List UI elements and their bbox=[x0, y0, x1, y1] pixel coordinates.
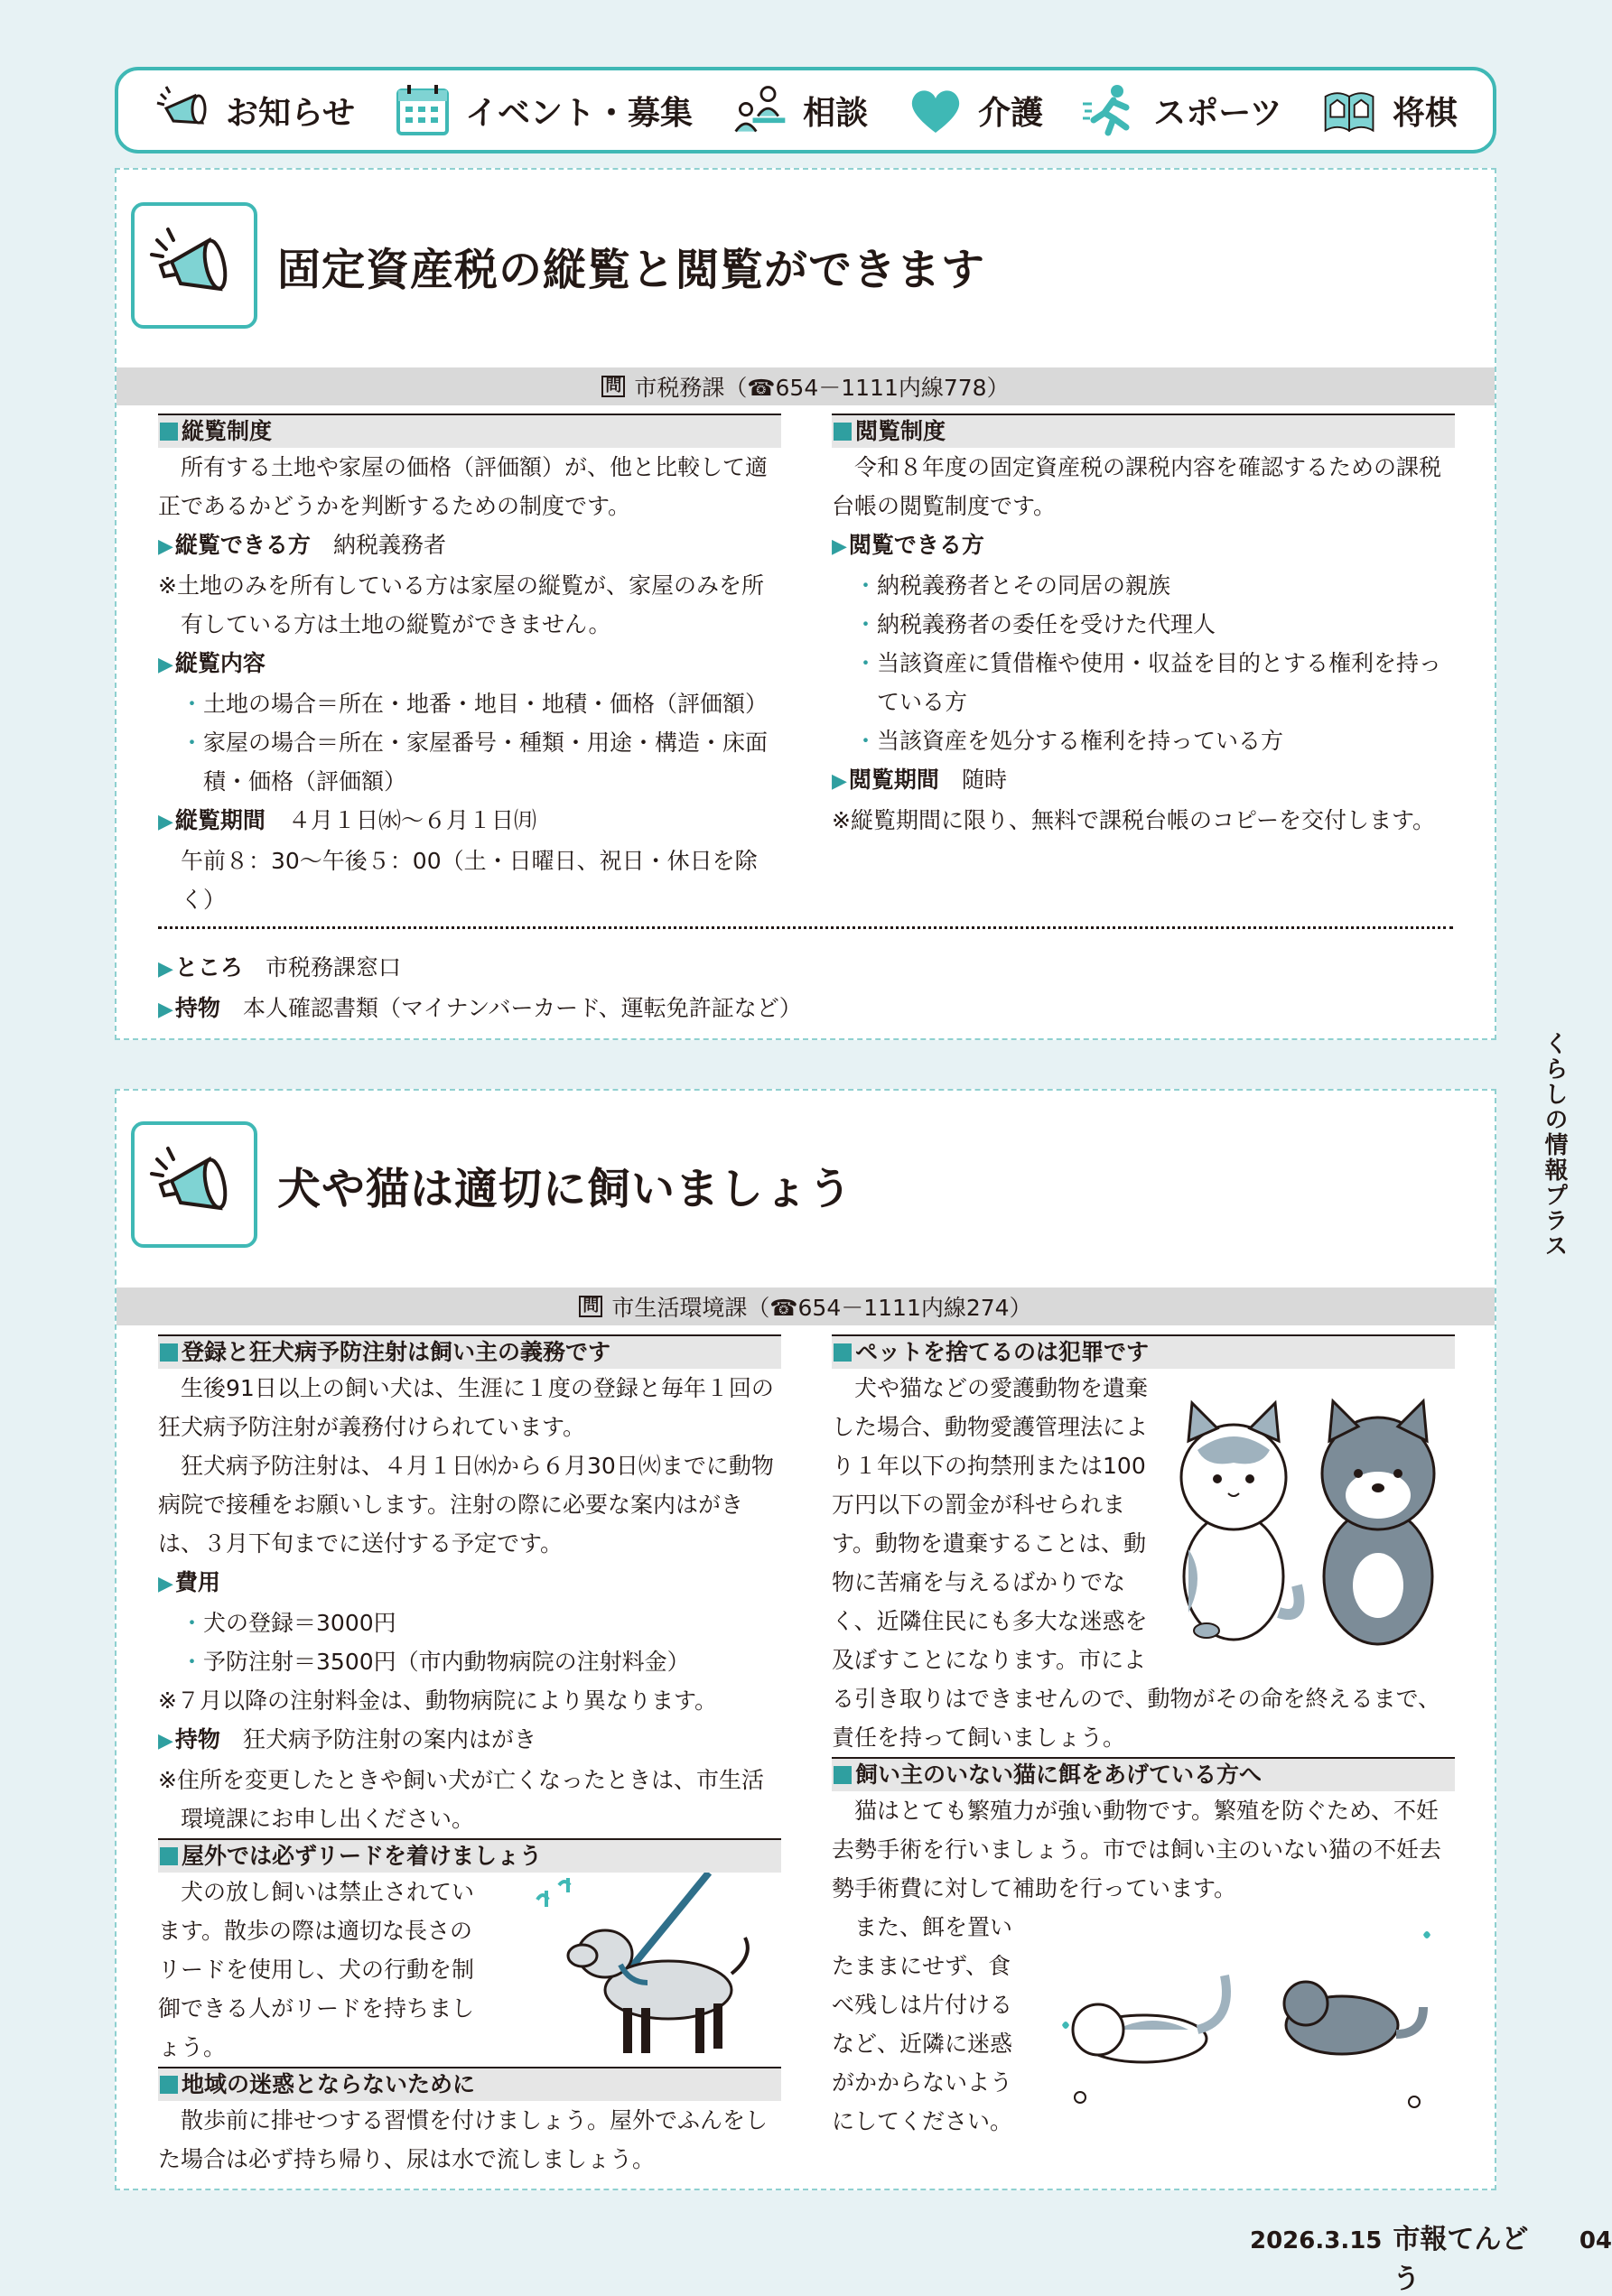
paragraph: 犬や猫などの愛護動物を遺棄した場合、動物愛護管理法により１年以下の拘禁刑または100万円以下の罰金が科せられます。動物を遺棄することは、動物に苦痛を与えるばかりでなく、近隣住民にも多大な迷惑を及ぼすことになります。市による引き取りはできませんので、動物がその命を終えるまで、責任を持って飼いましょう。 bbox=[832, 1375, 1441, 1751]
section-heading: 飼い主のいない猫に餌をあげている方へ bbox=[832, 1757, 1455, 1791]
cat-dog-illustration bbox=[1161, 1369, 1455, 1679]
page-number: 04 bbox=[1579, 2227, 1612, 2254]
heart-icon bbox=[906, 80, 965, 140]
nav-label: スポーツ bbox=[1153, 94, 1282, 132]
article-pets bbox=[115, 1089, 1496, 2190]
note: ※土地のみを所有している方は家屋の縦覧が、家屋のみを所有している方は土地の縦覧ができません。 bbox=[158, 572, 764, 637]
article-title: 固定資産税の縦覧と閲覧ができます bbox=[277, 244, 986, 295]
footer-publication: 市報てんどう bbox=[1393, 2224, 1529, 2295]
paragraph: 狂犬病予防注射は、４月１日㈬から６月30日㈫までに動物病院で接種をお願いします。注射の際に必要な案内はがきは、３月下旬までに送付する予定です。 bbox=[158, 1453, 774, 1557]
paragraph: 散歩前に排せつする習慣を付けましょう。屋外でふんをした場合は必ず持ち帰り、尿は水で流しましょう。 bbox=[158, 2107, 769, 2172]
article-property-tax bbox=[115, 168, 1496, 1040]
note: ※住所を変更したときや飼い犬が亡くなったときは、市生活環境課にお申し出ください。 bbox=[158, 1767, 764, 1832]
nav-item-sports[interactable] bbox=[1081, 80, 1282, 140]
footer-date: 2026.3.15 bbox=[1250, 2227, 1383, 2254]
megaphone-icon bbox=[154, 80, 213, 140]
list-item: ・予防注射＝3500円（市内動物病院の注射料金） bbox=[181, 1649, 690, 1675]
abandon-block bbox=[832, 1369, 1455, 1757]
footer bbox=[1250, 2217, 1612, 2296]
nav-item-care[interactable] bbox=[906, 80, 1043, 140]
calendar-icon bbox=[393, 80, 452, 140]
fee-label: ▶費用 bbox=[158, 1569, 220, 1595]
content-label: ▶縦覧内容 bbox=[158, 650, 266, 676]
contact-mark: 問 bbox=[579, 1296, 602, 1317]
section-heading: 屋外では必ずリードを着けましょう bbox=[158, 1838, 781, 1873]
contact-text: 市生活環境課（☎654－1111内線274） bbox=[611, 1295, 1032, 1321]
list-item: ・当該資産を処分する権利を持っている方 bbox=[854, 728, 1284, 754]
left-column bbox=[158, 414, 781, 919]
contact-bar bbox=[116, 1287, 1495, 1325]
leash-block bbox=[158, 1873, 781, 2067]
nav-label: 介護 bbox=[978, 94, 1044, 132]
who-label: ▶閲覧できる方 bbox=[832, 532, 984, 558]
note: ※７月以降の注射料金は、動物病院により異なります。 bbox=[158, 1687, 717, 1714]
paragraph: また、餌を置いたままにせず、食べ残しは片付けるなど、近隣に迷惑がかからないようにしてください。 bbox=[832, 1914, 1013, 2134]
section-heading: 縦覧制度 bbox=[158, 414, 781, 448]
contact-text: 市税務課（☎654－1111内線778） bbox=[634, 375, 1010, 401]
list-item: ・土地の場合＝所在・地番・地目・地積・価格（評価額） bbox=[181, 691, 769, 717]
nav-item-shogi[interactable] bbox=[1320, 80, 1458, 140]
runner-icon bbox=[1081, 80, 1141, 140]
right-column bbox=[832, 1334, 1455, 2141]
section-heading: ペットを捨てるのは犯罪です bbox=[832, 1334, 1455, 1369]
right-column bbox=[832, 414, 1455, 840]
paragraph: 猫はとても繁殖力が強い動物です。繁殖を防ぐため、不妊去勢手術を行いましょう。市では飼い主のいない猫の不妊去勢手術費に対して補助を行っています。 bbox=[832, 1798, 1442, 1901]
divider bbox=[158, 926, 1453, 929]
nav-label: 将棋 bbox=[1392, 94, 1458, 132]
megaphone-icon bbox=[131, 1121, 257, 1248]
article-header bbox=[131, 202, 985, 329]
section-heading: 地域の迷惑とならないために bbox=[158, 2067, 781, 2101]
section-heading: 登録と狂犬病予防注射は飼い主の義務です bbox=[158, 1334, 781, 1369]
period-row: ▶閲覧期間 随時 bbox=[832, 767, 1007, 793]
feeding-block bbox=[832, 1908, 1455, 2141]
paragraph: 生後91日以上の飼い犬は、生涯に１度の登録と毎年１回の狂犬病予防注射が義務付けられています。 bbox=[158, 1375, 774, 1440]
list-item: ・家屋の場合＝所在・家屋番号・種類・用途・構造・床面積・価格（評価額） bbox=[181, 730, 769, 795]
nav-label: お知らせ bbox=[226, 94, 355, 132]
place-row: ▶ところ 市税務課窓口 bbox=[158, 954, 401, 981]
article-title: 犬や猫は適切に飼いましょう bbox=[277, 1163, 853, 1214]
megaphone-icon bbox=[131, 202, 257, 329]
dog-walking-illustration bbox=[519, 1873, 781, 2067]
nav-label: イベント・募集 bbox=[465, 94, 694, 132]
section-heading: 閲覧制度 bbox=[832, 414, 1455, 448]
left-column bbox=[158, 1334, 781, 2179]
bring-row: ▶持物 本人確認書類（マイナンバーカード、運転免許証など） bbox=[158, 995, 802, 1021]
list-item: ・当該資産に賃借権や使用・収益を目的とする権利を持っている方 bbox=[854, 650, 1442, 715]
who-row: ▶縦覧できる方 納税義務者 bbox=[158, 532, 446, 558]
paragraph: 所有する土地や家屋の価格（評価額）が、他と比較して適正であるかどうかを判断するための制度です。 bbox=[158, 454, 769, 519]
nav-item-events[interactable] bbox=[393, 80, 693, 140]
nav-item-consultation[interactable] bbox=[731, 80, 868, 140]
paragraph: 令和８年度の固定資産税の課税内容を確認するための課税台帳の閲覧制度です。 bbox=[832, 454, 1442, 519]
side-label: くらしの情報プラス bbox=[1541, 1031, 1568, 1259]
shogi-icon bbox=[1320, 80, 1380, 140]
article-header bbox=[131, 1121, 853, 1248]
contact-mark: 問 bbox=[601, 376, 625, 397]
paragraph: 犬の放し飼いは禁止されています。散歩の際は適切な長さのリードを使用し、犬の行動を制御できる人がリードを持ちましょう。 bbox=[158, 1879, 475, 2060]
info-rows bbox=[158, 948, 1422, 1029]
list-item: ・納税義務者とその同居の親族 bbox=[854, 572, 1171, 599]
consultation-icon bbox=[731, 80, 790, 140]
hours: 午前８：30～午後５：00（土・日曜日、祝日・休日を除く） bbox=[181, 848, 758, 913]
list-item: ・納税義務者の委任を受けた代理人 bbox=[854, 611, 1216, 637]
nav-item-news[interactable] bbox=[154, 80, 355, 140]
running-cats-illustration bbox=[1044, 1917, 1450, 2129]
bring-row: ▶持物 狂犬病予防注射の案内はがき bbox=[158, 1726, 536, 1752]
note: ※縦覧期間に限り、無料で課税台帳のコピーを交付します。 bbox=[832, 807, 1435, 833]
period-row: ▶縦覧期間 ４月１日㈬～６月１日㈪ bbox=[158, 807, 536, 833]
category-nav bbox=[115, 67, 1496, 153]
contact-bar bbox=[116, 367, 1495, 405]
list-item: ・犬の登録＝3000円 bbox=[181, 1610, 396, 1636]
nav-label: 相談 bbox=[803, 94, 869, 132]
